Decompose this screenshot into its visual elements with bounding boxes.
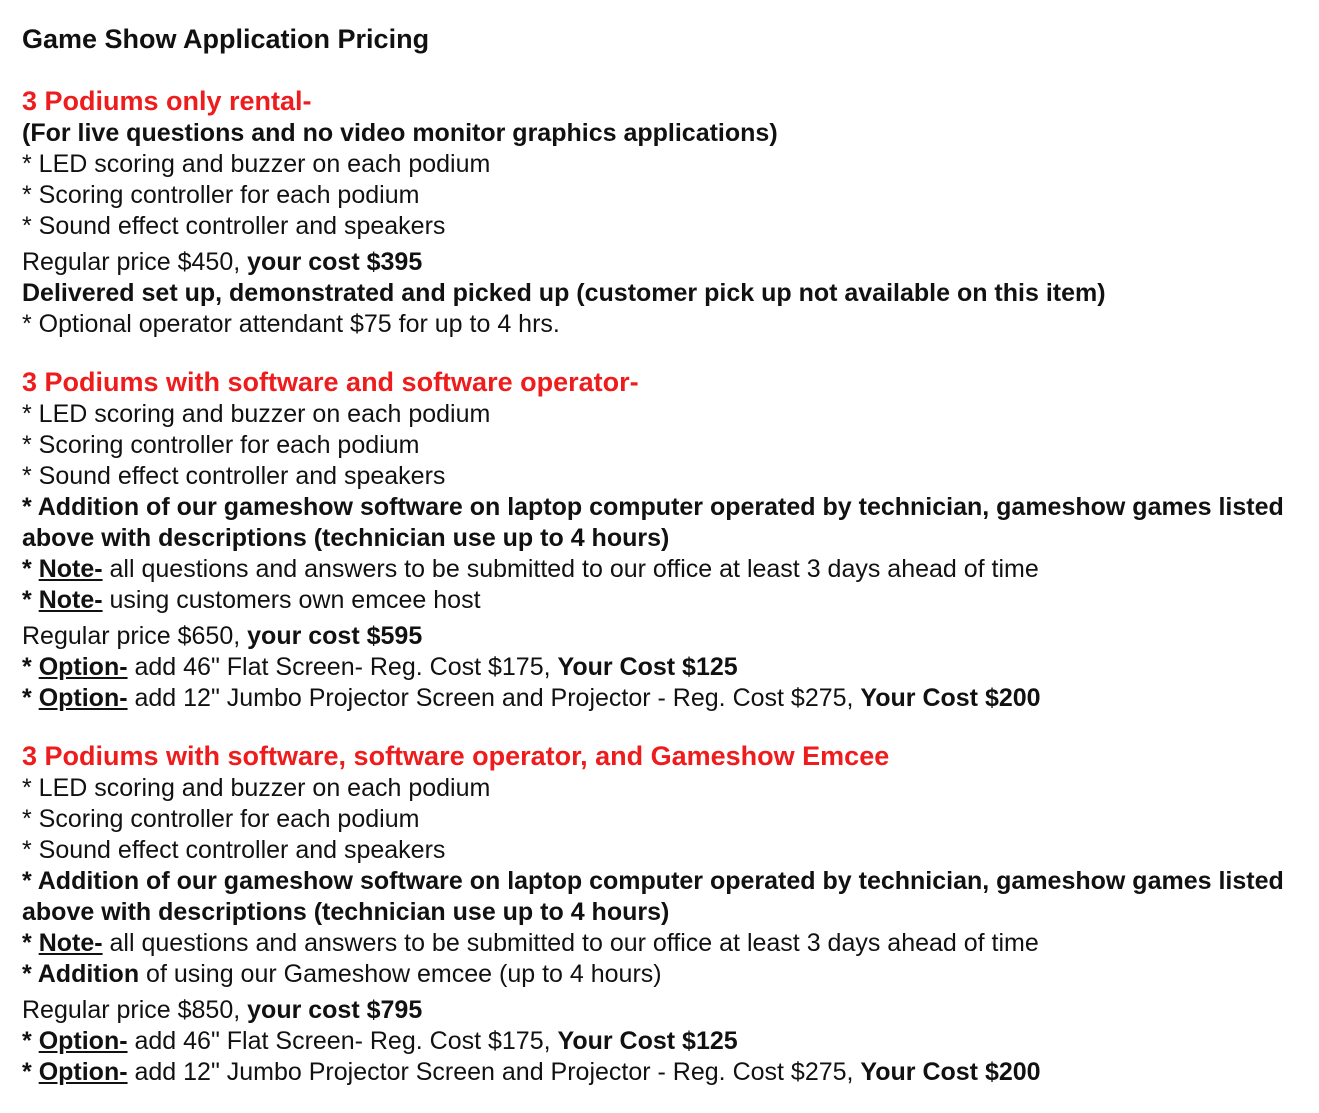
price-line	[22, 995, 1312, 1026]
note-label: Note-	[38, 586, 103, 614]
note-line: * Note- all questions and answers to be submitted to our office at least 3 days ahead of time	[22, 555, 1039, 583]
note-label: Note-	[38, 555, 103, 583]
feature-bullet: * Sound effect controller and speakers	[22, 836, 446, 864]
regular-price: Regular price $450,	[22, 248, 248, 276]
price-line	[22, 247, 1312, 278]
section-heading: 3 Podiums with software and software operator-	[22, 367, 639, 397]
feature-bullet: * Scoring controller for each podium	[22, 431, 420, 459]
option-label: Option-	[38, 653, 128, 681]
option-label: Option-	[38, 684, 128, 712]
feature-bullet: * LED scoring and buzzer on each podium	[22, 400, 491, 428]
your-cost: your cost $395	[247, 248, 423, 276]
option-cost: Your Cost $200	[860, 684, 1041, 712]
feature-bullet: * LED scoring and buzzer on each podium	[22, 150, 491, 178]
delivery-note: Delivered set up, demonstrated and picked up (customer pick up not available on this item)	[22, 279, 1106, 307]
option-cost: Your Cost $200	[860, 1058, 1041, 1086]
section-podiums-software	[22, 365, 1312, 714]
option-label: Option-	[38, 1027, 128, 1055]
feature-bullet: * Scoring controller for each podium	[22, 181, 420, 209]
operator-option: * Optional operator attendant $75 for up to 4 hrs.	[22, 310, 560, 338]
option-line: * Option- add 46" Flat Screen- Reg. Cost $175, Your Cost $125	[22, 653, 738, 681]
option-line: * Option- add 12" Jumbo Projector Screen and Projector - Reg. Cost $275, Your Cost $200	[22, 1058, 1041, 1086]
section-heading: 3 Podiums only rental-	[22, 86, 312, 116]
option-line: * Option- add 46" Flat Screen- Reg. Cost $175, Your Cost $125	[22, 1027, 738, 1055]
feature-bullet: * Scoring controller for each podium	[22, 805, 420, 833]
section-heading: 3 Podiums with software, software operator, and Gameshow Emcee	[22, 741, 890, 771]
feature-bullet: * LED scoring and buzzer on each podium	[22, 774, 491, 802]
software-addition: * Addition of our gameshow software on laptop computer operated by technician, gameshow games listed above with descriptions (technician use up to 4 hours)	[22, 867, 1284, 926]
option-cost: Your Cost $125	[557, 1027, 738, 1055]
note-line: * Note- using customers own emcee host	[22, 586, 481, 614]
section-podiums-only	[22, 84, 1312, 340]
your-cost: your cost $795	[247, 996, 423, 1024]
software-addition: * Addition of our gameshow software on laptop computer operated by technician, gameshow games listed above with descriptions (technician use up to 4 hours)	[22, 493, 1284, 552]
regular-price: Regular price $850,	[22, 996, 248, 1024]
option-cost: Your Cost $125	[557, 653, 738, 681]
note-line: * Note- all questions and answers to be submitted to our office at least 3 days ahead of time	[22, 929, 1039, 957]
option-line: * Option- add 12" Jumbo Projector Screen and Projector - Reg. Cost $275, Your Cost $200	[22, 684, 1041, 712]
your-cost: your cost $595	[247, 622, 423, 650]
page-title: Game Show Application Pricing	[22, 24, 430, 54]
feature-bullet: * Sound effect controller and speakers	[22, 462, 446, 490]
emcee-addition: * Addition of using our Gameshow emcee (up to 4 hours)	[22, 960, 662, 988]
pricing-document	[22, 20, 1312, 1113]
note-label: Note-	[38, 929, 103, 957]
regular-price: Regular price $650,	[22, 622, 248, 650]
section-subheading: (For live questions and no video monitor graphics applications)	[22, 119, 778, 147]
option-label: Option-	[38, 1058, 128, 1086]
feature-bullet: * Sound effect controller and speakers	[22, 212, 446, 240]
price-line	[22, 621, 1312, 652]
section-podiums-software-emcee	[22, 739, 1312, 1088]
